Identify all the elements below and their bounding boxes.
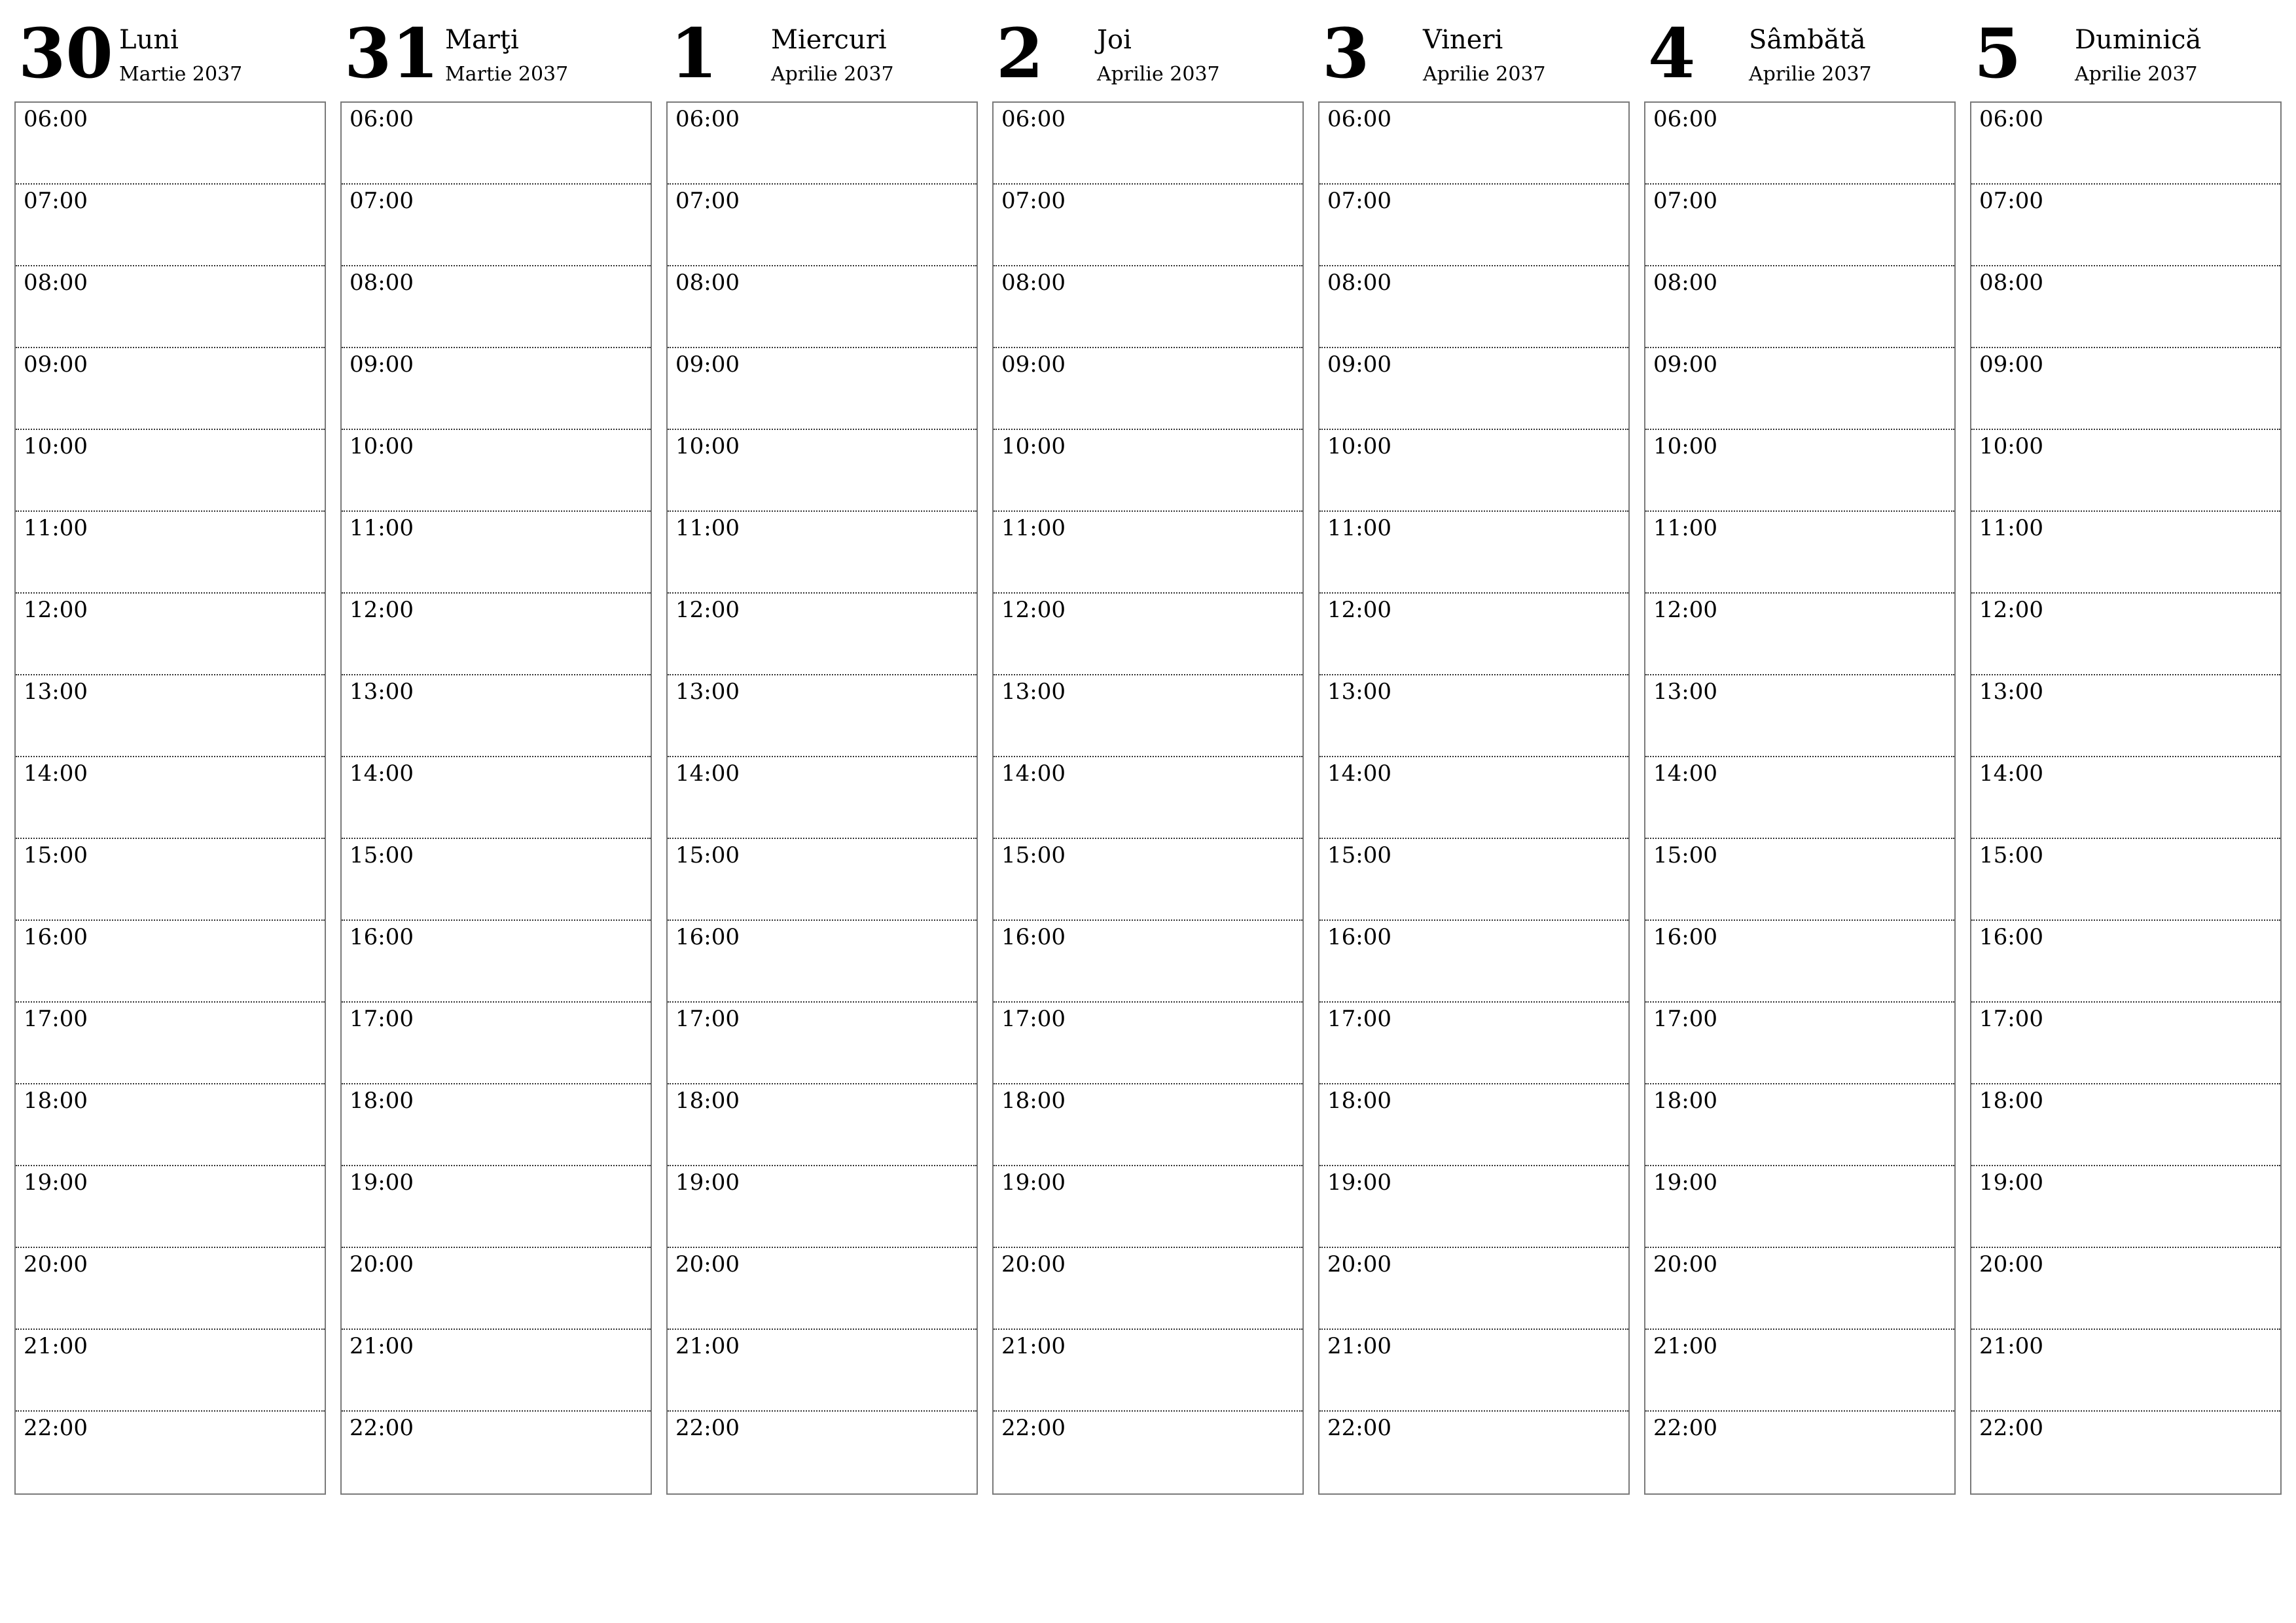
- hour-slot[interactable]: [342, 1248, 651, 1330]
- hour-slot[interactable]: [16, 1330, 325, 1412]
- hour-label: 11:00: [675, 515, 740, 541]
- hour-slot[interactable]: [668, 430, 977, 512]
- hour-label: 17:00: [1001, 1006, 1066, 1032]
- hour-slot[interactable]: [668, 1330, 977, 1412]
- hour-label: 08:00: [24, 270, 88, 296]
- hour-slot[interactable]: [16, 1084, 325, 1166]
- hour-label: 21:00: [1653, 1333, 1717, 1359]
- hour-label: 13:00: [1327, 679, 1391, 705]
- hour-slot[interactable]: [994, 348, 1302, 430]
- day-column: [666, 0, 980, 1505]
- hour-label: 15:00: [1653, 842, 1717, 868]
- hour-slot[interactable]: [1319, 430, 1628, 512]
- hour-slot[interactable]: [668, 185, 977, 266]
- hour-slot[interactable]: [994, 1412, 1302, 1493]
- hour-slot[interactable]: [668, 757, 977, 839]
- hour-slot[interactable]: [342, 675, 651, 757]
- hour-slot[interactable]: [1319, 348, 1628, 430]
- hour-slot[interactable]: [342, 103, 651, 185]
- hour-label: 07:00: [1001, 188, 1066, 214]
- day-schedule: [1318, 101, 1630, 1495]
- day-header: [992, 0, 1306, 98]
- hour-slot[interactable]: [1971, 266, 2280, 348]
- hour-slot[interactable]: [668, 1166, 977, 1248]
- hour-label: 21:00: [1327, 1333, 1391, 1359]
- hour-label: 12:00: [1327, 597, 1391, 623]
- hour-slot[interactable]: [994, 921, 1302, 1003]
- hour-label: 10:00: [1979, 433, 2043, 459]
- hour-label: 16:00: [24, 924, 88, 950]
- hour-slot[interactable]: [1645, 266, 1954, 348]
- hour-label: 06:00: [675, 106, 740, 132]
- hour-label: 16:00: [1653, 924, 1717, 950]
- hour-slot[interactable]: [16, 1166, 325, 1248]
- day-column: [1970, 0, 2284, 1505]
- hour-slot[interactable]: [1971, 1084, 2280, 1166]
- hour-slot[interactable]: [1319, 1003, 1628, 1084]
- hour-slot[interactable]: [994, 1330, 1302, 1412]
- hour-label: 06:00: [1327, 106, 1391, 132]
- hour-label: 19:00: [1979, 1169, 2043, 1196]
- hour-label: 12:00: [675, 597, 740, 623]
- hour-slot[interactable]: [1971, 185, 2280, 266]
- hour-label: 13:00: [1653, 679, 1717, 705]
- hour-slot[interactable]: [342, 348, 651, 430]
- hour-label: 21:00: [24, 1333, 88, 1359]
- day-schedule: [1970, 101, 2282, 1495]
- day-number: 2: [996, 13, 1044, 94]
- hour-slot[interactable]: [994, 1166, 1302, 1248]
- hour-slot[interactable]: [668, 839, 977, 921]
- hour-slot[interactable]: [994, 512, 1302, 594]
- day-header: [1644, 0, 1958, 98]
- hour-slot[interactable]: [1319, 921, 1628, 1003]
- hour-label: 11:00: [1327, 515, 1391, 541]
- hour-label: 12:00: [350, 597, 414, 623]
- hour-slot[interactable]: [342, 1330, 651, 1412]
- hour-label: 19:00: [1001, 1169, 1066, 1196]
- hour-slot[interactable]: [1971, 1412, 2280, 1493]
- hour-slot[interactable]: [1971, 921, 2280, 1003]
- hour-label: 11:00: [1653, 515, 1717, 541]
- hour-slot[interactable]: [668, 1084, 977, 1166]
- hour-label: 06:00: [1653, 106, 1717, 132]
- hour-slot[interactable]: [342, 1084, 651, 1166]
- hour-slot[interactable]: [1645, 921, 1954, 1003]
- hour-slot[interactable]: [1319, 594, 1628, 675]
- day-header: [1970, 0, 2284, 98]
- hour-slot[interactable]: [1319, 266, 1628, 348]
- hour-label: 06:00: [350, 106, 414, 132]
- hour-label: 10:00: [675, 433, 740, 459]
- hour-label: 21:00: [350, 1333, 414, 1359]
- hour-label: 19:00: [350, 1169, 414, 1196]
- hour-label: 20:00: [350, 1251, 414, 1277]
- hour-label: 10:00: [24, 433, 88, 459]
- hour-slot[interactable]: [1319, 1248, 1628, 1330]
- hour-slot[interactable]: [16, 1412, 325, 1493]
- day-name: Joi: [1097, 25, 1132, 55]
- day-month-year: Aprilie 2037: [1749, 63, 1872, 86]
- hour-label: 07:00: [1653, 188, 1717, 214]
- hour-label: 14:00: [1653, 760, 1717, 787]
- hour-slot[interactable]: [342, 757, 651, 839]
- hour-slot[interactable]: [1645, 675, 1954, 757]
- hour-label: 08:00: [350, 270, 414, 296]
- hour-slot[interactable]: [668, 103, 977, 185]
- hour-slot[interactable]: [1645, 1084, 1954, 1166]
- hour-label: 17:00: [24, 1006, 88, 1032]
- day-column: [992, 0, 1306, 1505]
- hour-slot[interactable]: [342, 1412, 651, 1493]
- hour-label: 09:00: [350, 351, 414, 378]
- hour-label: 15:00: [350, 842, 414, 868]
- hour-label: 18:00: [1653, 1088, 1717, 1114]
- hour-slot[interactable]: [1971, 430, 2280, 512]
- hour-label: 06:00: [24, 106, 88, 132]
- hour-slot[interactable]: [994, 594, 1302, 675]
- day-month-year: Aprilie 2037: [2075, 63, 2198, 86]
- hour-label: 14:00: [1979, 760, 2043, 787]
- day-header: [1318, 0, 1632, 98]
- hour-slot[interactable]: [342, 1166, 651, 1248]
- hour-slot[interactable]: [1971, 675, 2280, 757]
- hour-slot[interactable]: [1645, 185, 1954, 266]
- day-column: [14, 0, 329, 1505]
- hour-label: 13:00: [1979, 679, 2043, 705]
- hour-label: 11:00: [1001, 515, 1066, 541]
- hour-slot[interactable]: [1645, 1412, 1954, 1493]
- hour-slot[interactable]: [994, 1248, 1302, 1330]
- day-column: [340, 0, 655, 1505]
- hour-label: 17:00: [1327, 1006, 1391, 1032]
- hour-label: 13:00: [24, 679, 88, 705]
- hour-label: 09:00: [1653, 351, 1717, 378]
- day-month-year: Martie 2037: [119, 63, 243, 86]
- hour-slot[interactable]: [1319, 1166, 1628, 1248]
- hour-label: 22:00: [675, 1415, 740, 1441]
- day-month-year: Aprilie 2037: [771, 63, 894, 86]
- hour-slot[interactable]: [1971, 1003, 2280, 1084]
- hour-slot[interactable]: [16, 512, 325, 594]
- hour-slot[interactable]: [342, 594, 651, 675]
- hour-label: 21:00: [1001, 1333, 1066, 1359]
- hour-slot[interactable]: [16, 757, 325, 839]
- hour-slot[interactable]: [342, 921, 651, 1003]
- hour-slot[interactable]: [994, 1003, 1302, 1084]
- hour-label: 14:00: [1001, 760, 1066, 787]
- hour-label: 07:00: [1979, 188, 2043, 214]
- hour-label: 13:00: [1001, 679, 1066, 705]
- hour-label: 18:00: [675, 1088, 740, 1114]
- hour-label: 06:00: [1001, 106, 1066, 132]
- day-number: 1: [670, 13, 718, 94]
- day-column: [1644, 0, 1958, 1505]
- hour-label: 12:00: [1001, 597, 1066, 623]
- hour-slot[interactable]: [1645, 1330, 1954, 1412]
- hour-slot[interactable]: [1645, 430, 1954, 512]
- hour-label: 15:00: [1327, 842, 1391, 868]
- day-number: 3: [1322, 13, 1370, 94]
- day-header: [340, 0, 655, 98]
- day-column: [1318, 0, 1632, 1505]
- day-name: Miercuri: [771, 25, 887, 55]
- hour-label: 15:00: [1979, 842, 2043, 868]
- hour-slot[interactable]: [1645, 594, 1954, 675]
- hour-label: 09:00: [1327, 351, 1391, 378]
- hour-label: 18:00: [1327, 1088, 1391, 1114]
- hour-slot[interactable]: [668, 1248, 977, 1330]
- hour-label: 18:00: [350, 1088, 414, 1114]
- hour-label: 08:00: [1327, 270, 1391, 296]
- hour-slot[interactable]: [16, 430, 325, 512]
- hour-slot[interactable]: [668, 1003, 977, 1084]
- hour-slot[interactable]: [1645, 1003, 1954, 1084]
- hour-slot[interactable]: [668, 921, 977, 1003]
- hour-label: 19:00: [1653, 1169, 1717, 1196]
- hour-label: 15:00: [675, 842, 740, 868]
- hour-slot[interactable]: [1645, 757, 1954, 839]
- day-month-year: Aprilie 2037: [1097, 63, 1220, 86]
- hour-slot[interactable]: [1645, 839, 1954, 921]
- hour-slot[interactable]: [16, 921, 325, 1003]
- hour-slot[interactable]: [16, 348, 325, 430]
- hour-label: 10:00: [1001, 433, 1066, 459]
- day-name: Marţi: [445, 25, 519, 55]
- hour-label: 11:00: [350, 515, 414, 541]
- hour-label: 16:00: [675, 924, 740, 950]
- hour-label: 09:00: [675, 351, 740, 378]
- hour-slot[interactable]: [994, 430, 1302, 512]
- day-name: Duminică: [2075, 25, 2202, 55]
- hour-slot[interactable]: [1971, 1248, 2280, 1330]
- hour-label: 20:00: [1653, 1251, 1717, 1277]
- hour-slot[interactable]: [342, 1003, 651, 1084]
- day-schedule: [992, 101, 1304, 1495]
- hour-label: 13:00: [350, 679, 414, 705]
- hour-label: 20:00: [1001, 1251, 1066, 1277]
- hour-label: 17:00: [1979, 1006, 2043, 1032]
- hour-label: 12:00: [1653, 597, 1717, 623]
- day-number: 30: [18, 13, 113, 94]
- hour-slot[interactable]: [668, 675, 977, 757]
- day-schedule: [1644, 101, 1956, 1495]
- hour-slot[interactable]: [1971, 103, 2280, 185]
- hour-label: 17:00: [675, 1006, 740, 1032]
- hour-slot[interactable]: [994, 266, 1302, 348]
- hour-label: 14:00: [675, 760, 740, 787]
- day-number: 31: [344, 13, 439, 94]
- hour-slot[interactable]: [668, 1412, 977, 1493]
- hour-slot[interactable]: [16, 103, 325, 185]
- hour-slot[interactable]: [1971, 839, 2280, 921]
- day-name: Sâmbătă: [1749, 25, 1866, 55]
- hour-label: 16:00: [1979, 924, 2043, 950]
- hour-slot[interactable]: [994, 839, 1302, 921]
- hour-slot[interactable]: [668, 348, 977, 430]
- hour-label: 08:00: [1979, 270, 2043, 296]
- hour-label: 09:00: [1001, 351, 1066, 378]
- hour-label: 22:00: [24, 1415, 88, 1441]
- hour-slot[interactable]: [1971, 512, 2280, 594]
- hour-slot[interactable]: [668, 512, 977, 594]
- hour-label: 16:00: [1001, 924, 1066, 950]
- hour-slot[interactable]: [342, 430, 651, 512]
- hour-label: 22:00: [1979, 1415, 2043, 1441]
- hour-label: 18:00: [24, 1088, 88, 1114]
- hour-label: 21:00: [1979, 1333, 2043, 1359]
- hour-slot[interactable]: [1319, 757, 1628, 839]
- hour-label: 07:00: [675, 188, 740, 214]
- hour-label: 19:00: [675, 1169, 740, 1196]
- hour-slot[interactable]: [1971, 1330, 2280, 1412]
- hour-slot[interactable]: [1645, 1248, 1954, 1330]
- hour-slot[interactable]: [994, 103, 1302, 185]
- day-month-year: Martie 2037: [445, 63, 569, 86]
- hour-slot[interactable]: [16, 266, 325, 348]
- hour-label: 19:00: [24, 1169, 88, 1196]
- hour-label: 07:00: [1327, 188, 1391, 214]
- day-name: Vineri: [1423, 25, 1503, 55]
- hour-slot[interactable]: [1645, 512, 1954, 594]
- hour-label: 20:00: [675, 1251, 740, 1277]
- hour-label: 07:00: [24, 188, 88, 214]
- hour-label: 11:00: [1979, 515, 2043, 541]
- hour-slot[interactable]: [1319, 839, 1628, 921]
- hour-slot[interactable]: [1971, 594, 2280, 675]
- hour-label: 14:00: [1327, 760, 1391, 787]
- day-schedule: [666, 101, 978, 1495]
- hour-slot[interactable]: [1971, 348, 2280, 430]
- hour-slot[interactable]: [342, 512, 651, 594]
- hour-label: 08:00: [1001, 270, 1066, 296]
- day-schedule: [340, 101, 652, 1495]
- hour-label: 13:00: [675, 679, 740, 705]
- hour-slot[interactable]: [1319, 185, 1628, 266]
- hour-slot[interactable]: [16, 839, 325, 921]
- hour-slot[interactable]: [1971, 757, 2280, 839]
- hour-label: 09:00: [1979, 351, 2043, 378]
- hour-slot[interactable]: [16, 185, 325, 266]
- hour-slot[interactable]: [342, 185, 651, 266]
- hour-slot[interactable]: [1645, 348, 1954, 430]
- day-header: [666, 0, 980, 98]
- hour-label: 17:00: [350, 1006, 414, 1032]
- hour-slot[interactable]: [1319, 103, 1628, 185]
- hour-slot[interactable]: [1971, 1166, 2280, 1248]
- hour-label: 17:00: [1653, 1006, 1717, 1032]
- hour-label: 18:00: [1979, 1088, 2043, 1114]
- hour-label: 12:00: [24, 597, 88, 623]
- hour-label: 22:00: [1001, 1415, 1066, 1441]
- hour-slot[interactable]: [994, 675, 1302, 757]
- hour-slot[interactable]: [994, 185, 1302, 266]
- hour-slot[interactable]: [1319, 1084, 1628, 1166]
- day-month-year: Aprilie 2037: [1423, 63, 1546, 86]
- hour-label: 14:00: [350, 760, 414, 787]
- hour-label: 22:00: [350, 1415, 414, 1441]
- hour-label: 15:00: [24, 842, 88, 868]
- hour-slot[interactable]: [16, 594, 325, 675]
- hour-label: 16:00: [1327, 924, 1391, 950]
- hour-label: 18:00: [1001, 1088, 1066, 1114]
- hour-label: 19:00: [1327, 1169, 1391, 1196]
- hour-label: 21:00: [675, 1333, 740, 1359]
- hour-label: 06:00: [1979, 106, 2043, 132]
- hour-label: 22:00: [1327, 1415, 1391, 1441]
- hour-label: 08:00: [675, 270, 740, 296]
- hour-label: 12:00: [1979, 597, 2043, 623]
- hour-label: 20:00: [24, 1251, 88, 1277]
- day-schedule: [14, 101, 326, 1495]
- hour-label: 08:00: [1653, 270, 1717, 296]
- day-name: Luni: [119, 25, 179, 55]
- hour-slot[interactable]: [1645, 103, 1954, 185]
- day-number: 4: [1648, 13, 1696, 94]
- hour-label: 10:00: [1327, 433, 1391, 459]
- day-header: [14, 0, 329, 98]
- hour-slot[interactable]: [1319, 1412, 1628, 1493]
- hour-label: 20:00: [1327, 1251, 1391, 1277]
- hour-slot[interactable]: [1319, 512, 1628, 594]
- hour-label: 14:00: [24, 760, 88, 787]
- hour-label: 07:00: [350, 188, 414, 214]
- hour-slot[interactable]: [16, 1003, 325, 1084]
- hour-slot[interactable]: [1645, 1166, 1954, 1248]
- hour-label: 22:00: [1653, 1415, 1717, 1441]
- hour-label: 15:00: [1001, 842, 1066, 868]
- day-number: 5: [1974, 13, 2022, 94]
- hour-label: 11:00: [24, 515, 88, 541]
- hour-label: 10:00: [350, 433, 414, 459]
- hour-slot[interactable]: [994, 1084, 1302, 1166]
- hour-slot[interactable]: [1319, 675, 1628, 757]
- hour-label: 20:00: [1979, 1251, 2043, 1277]
- hour-slot[interactable]: [668, 266, 977, 348]
- hour-slot[interactable]: [16, 1248, 325, 1330]
- hour-label: 09:00: [24, 351, 88, 378]
- hour-label: 16:00: [350, 924, 414, 950]
- hour-slot[interactable]: [16, 675, 325, 757]
- hour-slot[interactable]: [342, 839, 651, 921]
- hour-slot[interactable]: [342, 266, 651, 348]
- hour-label: 10:00: [1653, 433, 1717, 459]
- hour-slot[interactable]: [668, 594, 977, 675]
- hour-slot[interactable]: [1319, 1330, 1628, 1412]
- hour-slot[interactable]: [994, 757, 1302, 839]
